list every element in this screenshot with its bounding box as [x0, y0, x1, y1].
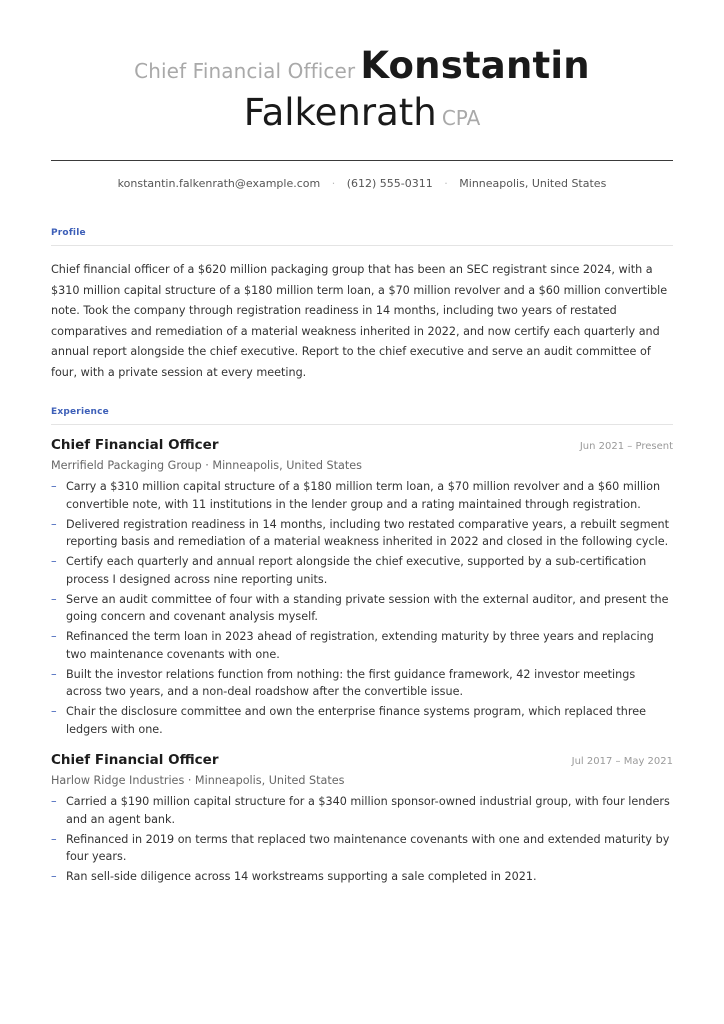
- bullet-marker: –: [51, 795, 57, 808]
- bullet-item: [51, 553, 673, 588]
- bullet-item: [51, 478, 673, 513]
- job-dates: Jun 2021 – Present: [579, 441, 673, 452]
- location: Minneapolis, United States: [459, 177, 607, 190]
- bullet-text: Serve an audit committee of four with a standing private session with the external auditor, and present the going concern and covenant analysis myself.: [66, 592, 669, 623]
- bullet-text: Carry a $310 million capital structure of a $180 million term loan, a $70 million revolver and a $60 million convertible note, with 11 institutions in the lender group and a rating maintained through registration.: [66, 480, 661, 511]
- phone-number[interactable]: (612) 555-0311: [346, 177, 433, 190]
- bullet-marker: –: [51, 870, 57, 883]
- experience-section: [51, 407, 673, 886]
- bullet-text: Refinanced the term loan in 2023 ahead of registration, extending maturity by three years and replacing two maintenance covenants with one.: [66, 630, 654, 661]
- resume-header: [51, 0, 673, 140]
- contact-separator: ·: [444, 177, 448, 190]
- bullet-marker: –: [51, 555, 57, 568]
- job-organization: Merrifield Packaging Group · Minneapolis, United States: [51, 459, 362, 472]
- credential: CPA: [441, 106, 481, 130]
- email-link[interactable]: konstantin.falkenrath@example.com: [117, 177, 321, 190]
- bullet-marker: –: [51, 480, 57, 493]
- bullet-item: [51, 868, 673, 886]
- first-name: Konstantin: [360, 44, 590, 87]
- section-heading-profile: Profile: [51, 228, 673, 246]
- bullet-text: Ran sell-side diligence across 14 workstreams supporting a sale completed in 2021.: [66, 870, 537, 883]
- bullet-text: Certify each quarterly and annual report alongside the chief executive, supported by a sub-certification process I designed across nine reporting units.: [66, 555, 647, 586]
- bullet-item: [51, 516, 673, 551]
- job-bullets: [51, 478, 673, 738]
- job-header: [51, 437, 673, 453]
- bullet-text: Chair the disclosure committee and own the enterprise finance systems program, which replaced three ledgers with one.: [66, 705, 646, 736]
- job-header: [51, 752, 673, 768]
- bullet-item: [51, 831, 673, 866]
- job-bullets: [51, 793, 673, 886]
- job-title: Chief Financial Officer: [51, 752, 219, 768]
- contact-separator: ·: [331, 177, 336, 190]
- bullet-text: Built the investor relations function from nothing: the first guidance framework, 42 investor meetings across two years, and a non-deal roadshow after the convertible issue.: [66, 667, 636, 698]
- section-heading-experience: Experience: [51, 407, 673, 425]
- profile-section: [51, 228, 673, 383]
- bullet-marker: –: [51, 705, 57, 718]
- bullet-marker: –: [51, 517, 57, 531]
- bullet-marker: –: [51, 592, 57, 606]
- header-divider: [51, 160, 673, 161]
- bullet-text: Refinanced in 2019 on terms that replaced two maintenance covenants with one and extended maturity by four years.: [66, 832, 670, 863]
- job-organization: Harlow Ridge Industries · Minneapolis, United States: [51, 774, 345, 787]
- contact-line: [51, 177, 673, 190]
- bullet-marker: –: [51, 667, 57, 681]
- bullet-marker: –: [51, 832, 57, 846]
- bullet-item: [51, 591, 673, 626]
- bullet-item: [51, 703, 673, 738]
- bullet-text: Delivered registration readiness in 14 months, including two restated comparative years, a rebuilt segment reporting basis and remediation of a material weakness inherited in 2022 and closed in the following cycle.: [66, 517, 670, 548]
- bullet-item: [51, 666, 673, 701]
- bullet-text: Carried a $190 million capital structure for a $340 million sponsor-owned industrial group, with four lenders and an agent bank.: [66, 795, 670, 826]
- bullet-item: [51, 793, 673, 828]
- last-name: Falkenrath: [243, 91, 437, 134]
- bullet-item: [51, 628, 673, 663]
- job-role-title: Chief Financial Officer: [134, 59, 356, 83]
- job-entry: [51, 752, 673, 886]
- bullet-marker: –: [51, 630, 57, 643]
- job-title: Chief Financial Officer: [51, 437, 219, 453]
- profile-summary: Chief financial officer of a $620 million packaging group that has been an SEC registrant since 2024, with a $310 million capital structure of a $180 million term loan, a $70 million revolver and a $60 million convertible note. Took the company through registration readiness in 14 months, including two years of restated comparatives and remediation of a material weakness inherited in 2022, and now certify each quarterly and annual report alongside the chief executive. Report to the chief executive and serve an audit committee of four, with a private session at every meeting.: [51, 263, 668, 379]
- job-entry: [51, 437, 673, 738]
- name-line-2: [51, 93, 673, 140]
- job-dates: Jul 2017 – May 2021: [571, 756, 673, 767]
- name-line-1: [51, 46, 673, 93]
